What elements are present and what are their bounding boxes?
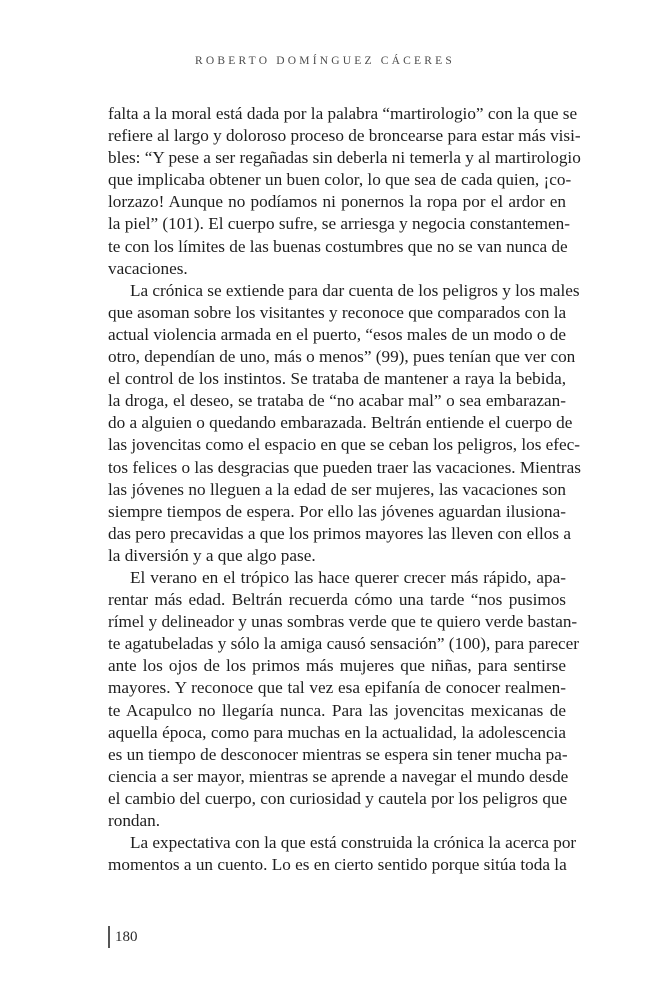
text-line: que implicaba obtener un buen color, lo que sea de cada quien, ¡co- (108, 170, 572, 190)
running-head: ROBERTO DOMÍNGUEZ CÁCERES (195, 55, 455, 67)
text-line: otro, dependían de uno, más o menos” (99), pues tenían que ver con (108, 347, 576, 367)
text-line: La crónica se extiende para dar cuenta de los peligros y los males (130, 280, 580, 300)
text-line: las jovencitas como el espacio en que se ceban los peligros, los efec- (108, 435, 581, 455)
text-line: das pero precavidas a que los primos mayores las lleven con ellos a (108, 523, 571, 543)
page-number-rule (108, 926, 110, 948)
paragraph (108, 567, 580, 832)
text-line: lorzazo! Aunque no podíamos ni ponernos la ropa por el ardor en (108, 192, 566, 212)
page-number: 180 (115, 929, 138, 945)
text-line: ante los ojos de los primos más mujeres que niñas, para sentirse (108, 656, 566, 676)
text-line: el cambio del cuerpo, con curiosidad y cautela por los peligros que (108, 788, 568, 808)
text-line: que asoman sobre los visitantes y reconoce que comparados con la (108, 302, 567, 322)
text-line: rentar más edad. Beltrán recuerda cómo una tarde “nos pusimos (108, 590, 566, 610)
text-line: la droga, el deseo, se trataba de “no acabar mal” o sea embarazan- (108, 391, 566, 411)
text-line: refiere al largo y doloroso proceso de broncearse para estar más visi- (108, 126, 581, 146)
text-line: te agatubeladas y sólo la amiga causó sensación” (100), para parecer (108, 634, 580, 654)
text-line: actual violencia armada en el puerto, “esos males de un modo o de (108, 324, 566, 344)
text-line: te Acapulco no llegaría nunca. Para las jovencitas mexicanas de (108, 700, 566, 720)
body-text (108, 103, 581, 876)
text-line: es un tiempo de desconocer mientras se espera sin tener mucha pa- (108, 744, 568, 764)
paragraph (108, 103, 581, 280)
text-line: falta a la moral está dada por la palabra “martirologio” con la que se (108, 104, 578, 123)
text-line: momentos a un cuento. Lo es en cierto sentido porque sitúa toda la (108, 855, 567, 875)
text-line: rímel y delineador y unas sombras verde que te quiero verde bastan- (108, 612, 578, 632)
text-line: las jóvenes no lleguen a la edad de ser mujeres, las vacaciones son (108, 479, 566, 499)
paragraph (108, 280, 581, 567)
text-line: la diversión y a que algo pase. (108, 545, 316, 565)
paragraph (108, 832, 577, 876)
text-line: La expectativa con la que está construida la crónica la acerca por (130, 833, 577, 853)
text-line: El verano en el trópico las hace querer crecer más rápido, apa- (130, 567, 566, 587)
text-line: aquella época, como para muchas en la actualidad, la adolescencia (108, 722, 566, 742)
text-line: rondan. (108, 811, 161, 830)
text-line: mayores. Y reconoce que tal vez esa epifanía de conocer realmen- (108, 678, 566, 698)
text-line: el control de los instintos. Se trataba de mantener a raya la bebida, (108, 369, 566, 389)
text-line: ciencia a ser mayor, mientras se aprende a navegar el mundo desde (108, 766, 569, 786)
text-line: do a alguien o quedando embarazada. Beltrán entiende el cuerpo de (108, 413, 573, 433)
text-line: la piel” (101). El cuerpo sufre, se arriesga y negocia constantemen- (108, 214, 570, 234)
text-line: tos felices o las desgracias que pueden traer las vacaciones. Mientras (108, 457, 581, 477)
text-line: te con los límites de las buenas costumbres que no se van nunca de (108, 236, 568, 256)
text-line: bles: “Y pese a ser regañadas sin deberla ni temerla y al martirologio (108, 148, 581, 168)
text-line: vacaciones. (108, 258, 188, 278)
text-line: siempre tiempos de espera. Por ello las jóvenes aguardan ilusiona- (108, 501, 566, 521)
